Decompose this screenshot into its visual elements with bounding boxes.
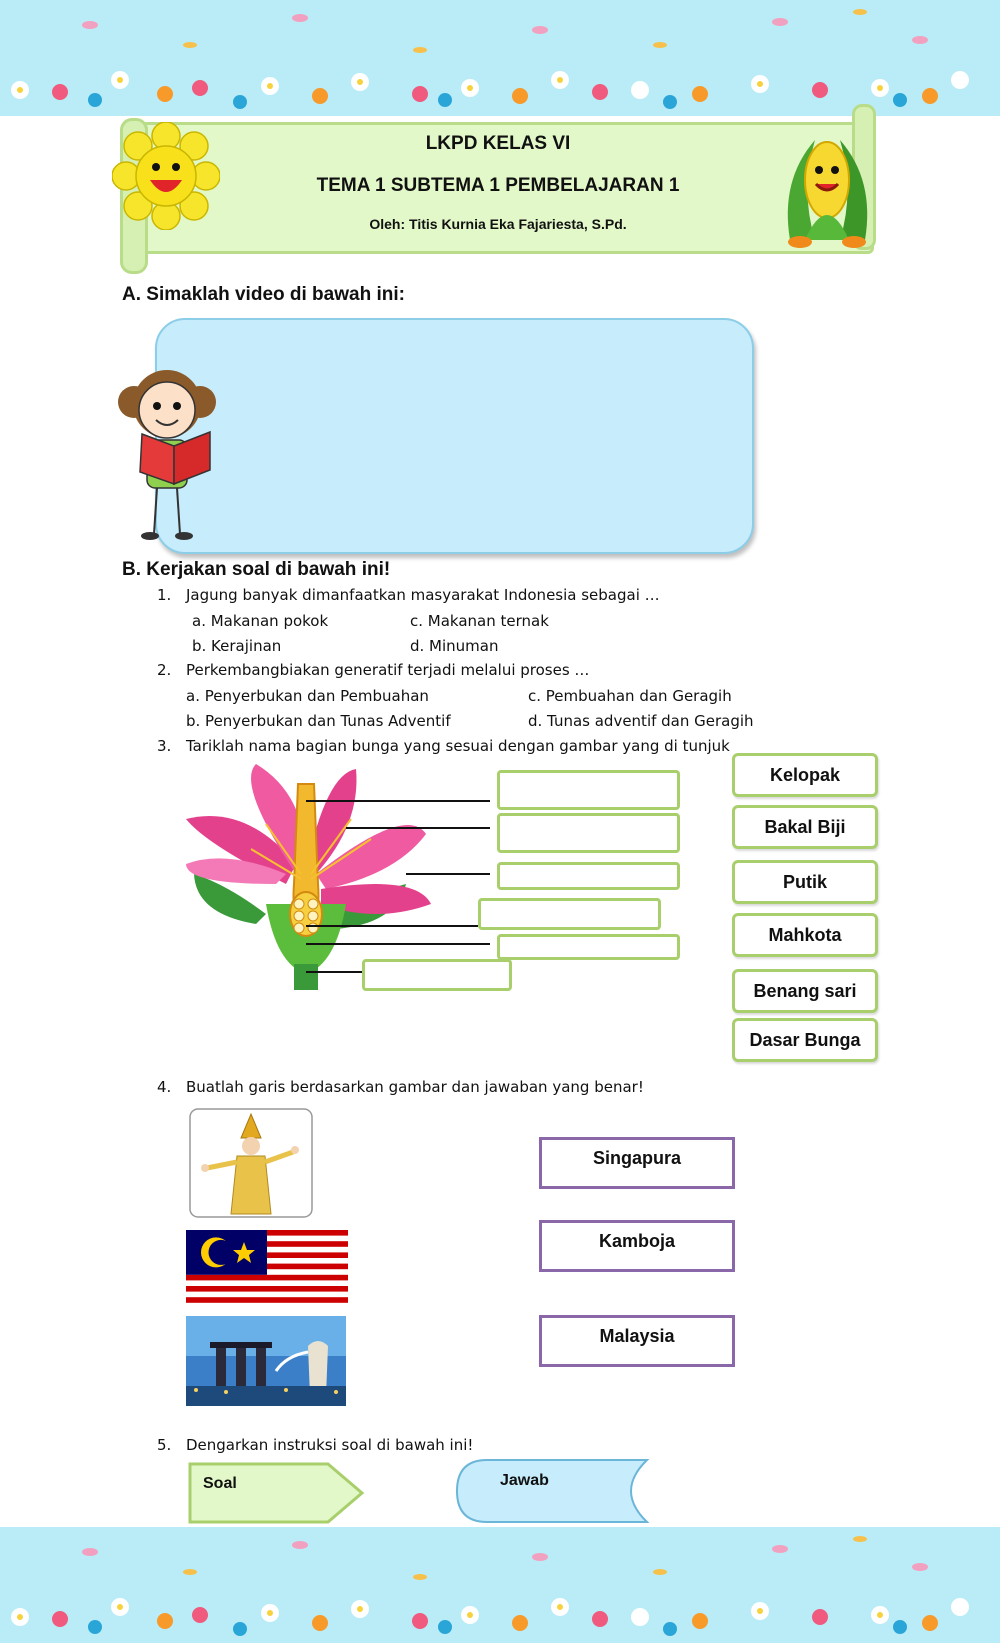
jawab-button-shape bbox=[455, 1458, 650, 1524]
question-1-option-c[interactable]: c. Makanan ternak bbox=[410, 612, 549, 630]
page-title: LKPD KELAS VI bbox=[425, 133, 571, 154]
video-player-area[interactable] bbox=[155, 318, 754, 554]
flower-diagram-image bbox=[186, 764, 446, 990]
question-5-text: Dengarkan instruksi soal di bawah ini! bbox=[186, 1436, 474, 1454]
leader-line-6 bbox=[306, 971, 362, 973]
flower-answer-box-1[interactable] bbox=[497, 770, 680, 810]
page-subtitle: TEMA 1 SUBTEMA 1 PEMBELAJARAN 1 bbox=[316, 175, 680, 196]
flower-answer-box-6[interactable] bbox=[362, 959, 512, 991]
leader-line-1 bbox=[306, 800, 490, 802]
question-2-option-c[interactable]: c. Pembuahan dan Geragih bbox=[528, 687, 732, 705]
leader-line-5 bbox=[306, 943, 490, 945]
option-malaysia[interactable]: Malaysia bbox=[539, 1315, 735, 1367]
question-2-text: Perkembangbiakan generatif terjadi melalui proses … bbox=[186, 661, 590, 679]
section-b-heading: B. Kerjakan soal di bawah ini! bbox=[122, 559, 391, 580]
author-line: Oleh: Titis Kurnia Eka Fajariesta, S.Pd. bbox=[369, 216, 627, 232]
question-1-number: 1. bbox=[157, 586, 172, 604]
question-2-option-b[interactable]: b. Penyerbukan dan Tunas Adventif bbox=[186, 712, 451, 730]
top-flower-border bbox=[0, 0, 1000, 116]
option-kamboja[interactable]: Kamboja bbox=[539, 1220, 735, 1272]
option-kelopak[interactable]: Kelopak bbox=[732, 753, 878, 797]
question-2-option-a[interactable]: a. Penyerbukan dan Pembuahan bbox=[186, 687, 429, 705]
leader-line-4 bbox=[306, 925, 478, 927]
question-2-option-d[interactable]: d. Tunas adventif dan Geragih bbox=[528, 712, 754, 730]
dancer-image[interactable] bbox=[189, 1108, 313, 1218]
question-1-option-d[interactable]: d. Minuman bbox=[410, 637, 499, 655]
bottom-flower-border bbox=[0, 1527, 1000, 1643]
flower-answer-box-5[interactable] bbox=[497, 934, 680, 960]
girl-reading-icon bbox=[112, 362, 222, 540]
jawab-button[interactable]: Jawab bbox=[500, 1472, 549, 1489]
option-putik[interactable]: Putik bbox=[732, 860, 878, 904]
flower-answer-box-4[interactable] bbox=[478, 898, 661, 930]
section-a-heading: A. Simaklah video di bawah ini: bbox=[122, 284, 405, 305]
option-dasar-bunga[interactable]: Dasar Bunga bbox=[732, 1018, 878, 1062]
option-bakal-biji[interactable]: Bakal Biji bbox=[732, 805, 878, 849]
leader-line-3 bbox=[406, 873, 490, 875]
question-2-number: 2. bbox=[157, 661, 172, 679]
flower-answer-box-2[interactable] bbox=[497, 813, 680, 853]
question-1-text: Jagung banyak dimanfaatkan masyarakat Indonesia sebagai … bbox=[186, 586, 660, 604]
question-4-text: Buatlah garis berdasarkan gambar dan jawaban yang benar! bbox=[186, 1078, 644, 1096]
question-1-option-a[interactable]: a. Makanan pokok bbox=[192, 612, 329, 630]
soal-audio-button[interactable]: Soal bbox=[203, 1475, 237, 1492]
flower-pattern-bottom bbox=[11, 1536, 969, 1636]
question-4-number: 4. bbox=[157, 1078, 172, 1096]
flower-pattern-top bbox=[11, 9, 969, 109]
leader-line-2 bbox=[346, 827, 490, 829]
question-1-option-b[interactable]: b. Kerajinan bbox=[192, 637, 282, 655]
singapore-landmark-image[interactable] bbox=[186, 1316, 346, 1406]
option-benang-sari[interactable]: Benang sari bbox=[732, 969, 878, 1013]
question-3-text: Tariklah nama bagian bunga yang sesuai dengan gambar yang di tunjuk bbox=[186, 737, 730, 755]
question-5-number: 5. bbox=[157, 1436, 172, 1454]
flower-answer-box-3[interactable] bbox=[497, 862, 680, 890]
soal-audio-button-shape bbox=[188, 1462, 366, 1524]
option-mahkota[interactable]: Mahkota bbox=[732, 913, 878, 957]
malaysia-flag-image[interactable] bbox=[186, 1230, 348, 1308]
question-3-number: 3. bbox=[157, 737, 172, 755]
option-singapura[interactable]: Singapura bbox=[539, 1137, 735, 1189]
